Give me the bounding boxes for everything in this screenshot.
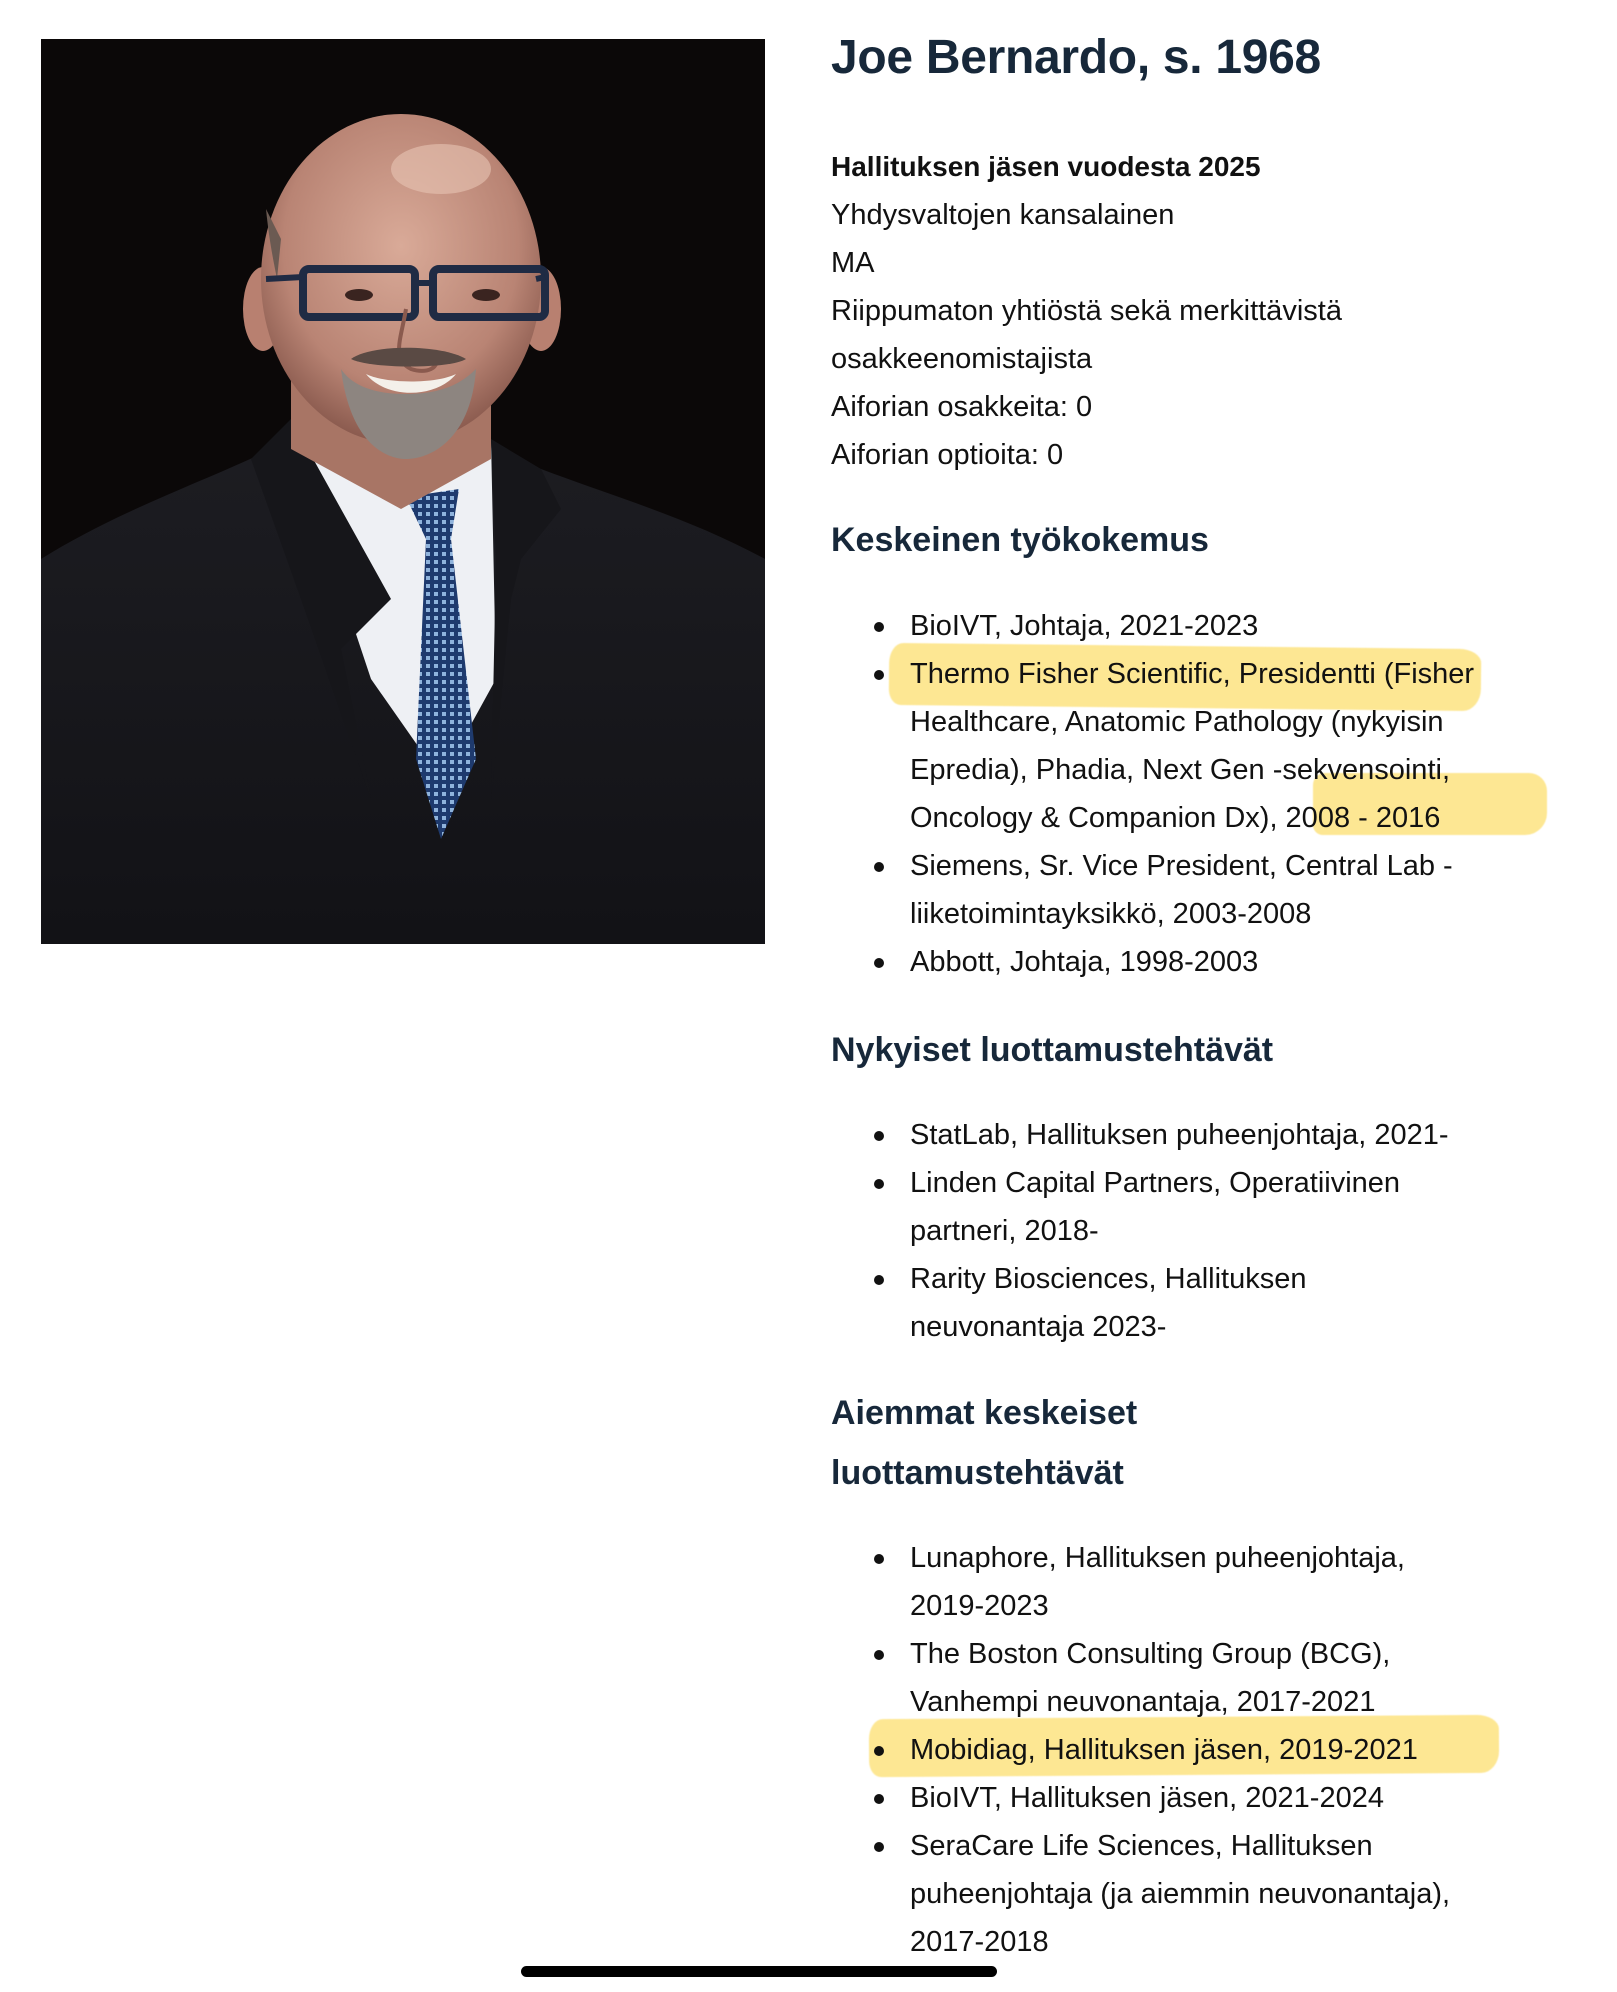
list-item xyxy=(831,1630,1591,1726)
list-item xyxy=(831,1111,1591,1159)
list-item-text: StatLab, Hallituksen puheenjohtaja, 2021- xyxy=(910,1119,1449,1151)
list-item-text: Abbott, Johtaja, 1998-2003 xyxy=(910,946,1259,978)
page-title: Joe Bernardo, s. 1968 xyxy=(831,31,1321,84)
bullet-icon xyxy=(874,670,884,680)
list-item-text: BioIVT, Johtaja, 2021-2023 xyxy=(910,610,1259,642)
list-item-text: Epredia), Phadia, Next Gen -sekvensointi, xyxy=(910,754,1450,786)
info-line: Yhdysvaltojen kansalainen xyxy=(831,199,1175,231)
board-membership-label: Hallituksen jäsen vuodesta 2025 xyxy=(831,151,1261,182)
info-line: MA xyxy=(831,247,875,279)
bullet-icon xyxy=(874,862,884,872)
portrait-image xyxy=(41,39,765,944)
list-item-text: SeraCare Life Sciences, Hallituksen xyxy=(910,1830,1373,1862)
bullet-icon xyxy=(874,1179,884,1189)
profile-photo xyxy=(41,39,765,944)
list-item-text: Siemens, Sr. Vice President, Central Lab - xyxy=(910,850,1453,882)
info-line: Aiforian osakkeita: 0 xyxy=(831,391,1093,423)
info-line: Aiforian optioita: 0 xyxy=(831,439,1064,471)
list-item xyxy=(831,602,1591,650)
home-indicator[interactable] xyxy=(521,1966,997,1977)
list-item-text: puheenjohtaja (ja aiemmin neuvonantaja), xyxy=(910,1878,1451,1910)
bullet-icon xyxy=(874,1650,884,1660)
bullet-icon xyxy=(874,1746,884,1756)
list-item xyxy=(831,1774,1591,1822)
list-item-text: Oncology & Companion Dx), 2008 - 2016 xyxy=(910,802,1441,834)
bullet-icon xyxy=(874,1794,884,1804)
current-positions-list xyxy=(831,1111,1591,1351)
bullet-icon xyxy=(874,1842,884,1852)
list-item-text: Vanhempi neuvonantaja, 2017-2021 xyxy=(910,1686,1376,1718)
list-item-text: liiketoimintayksikkö, 2003-2008 xyxy=(910,898,1312,930)
list-item-text: Healthcare, Anatomic Pathology (nykyisin xyxy=(910,706,1444,738)
list-item-highlighted xyxy=(831,1726,1591,1774)
section-heading-work-experience: Keskeinen työkokemus xyxy=(831,521,1209,559)
list-item-text: Lunaphore, Hallituksen puheenjohtaja, xyxy=(910,1542,1405,1574)
list-item xyxy=(831,1159,1591,1255)
heading-line: luottamustehtävät xyxy=(831,1454,1124,1492)
list-item-text: 2019-2023 xyxy=(910,1590,1049,1622)
heading-line: Aiemmat keskeiset xyxy=(831,1394,1138,1432)
list-item-text: BioIVT, Hallituksen jäsen, 2021-2024 xyxy=(910,1782,1384,1814)
bullet-icon xyxy=(874,1131,884,1141)
list-item-text: Thermo Fisher Scientific, Presidentti (Fisher xyxy=(910,658,1475,690)
list-item-text: Linden Capital Partners, Operatiivinen xyxy=(910,1167,1401,1199)
work-experience-list xyxy=(831,602,1591,986)
bullet-icon xyxy=(874,1275,884,1285)
info-line: Riippumaton yhtiöstä sekä merkittävistä xyxy=(831,295,1342,327)
list-item-highlighted xyxy=(831,650,1591,842)
list-item-text: Mobidiag, Hallituksen jäsen, 2019-2021 xyxy=(910,1734,1418,1766)
list-item-text: partneri, 2018- xyxy=(910,1215,1099,1247)
bullet-icon xyxy=(874,958,884,968)
bullet-icon xyxy=(874,1554,884,1564)
list-item xyxy=(831,1822,1591,1966)
list-item xyxy=(831,842,1591,938)
list-item-text: Rarity Biosciences, Hallituksen xyxy=(910,1263,1307,1295)
section-heading-current-positions: Nykyiset luottamustehtävät xyxy=(831,1031,1274,1069)
list-item-text: The Boston Consulting Group (BCG), xyxy=(910,1638,1391,1670)
previous-positions-list xyxy=(831,1534,1591,1966)
list-item xyxy=(831,938,1591,986)
section-heading-previous-positions xyxy=(831,1383,1591,1503)
list-item xyxy=(831,1534,1591,1630)
profile-info xyxy=(831,143,1591,479)
list-item xyxy=(831,1255,1591,1351)
bullet-icon xyxy=(874,622,884,632)
info-line: osakkeenomistajista xyxy=(831,343,1093,375)
list-item-text: neuvonantaja 2023- xyxy=(910,1311,1167,1343)
list-item-text: 2017-2018 xyxy=(910,1926,1049,1958)
